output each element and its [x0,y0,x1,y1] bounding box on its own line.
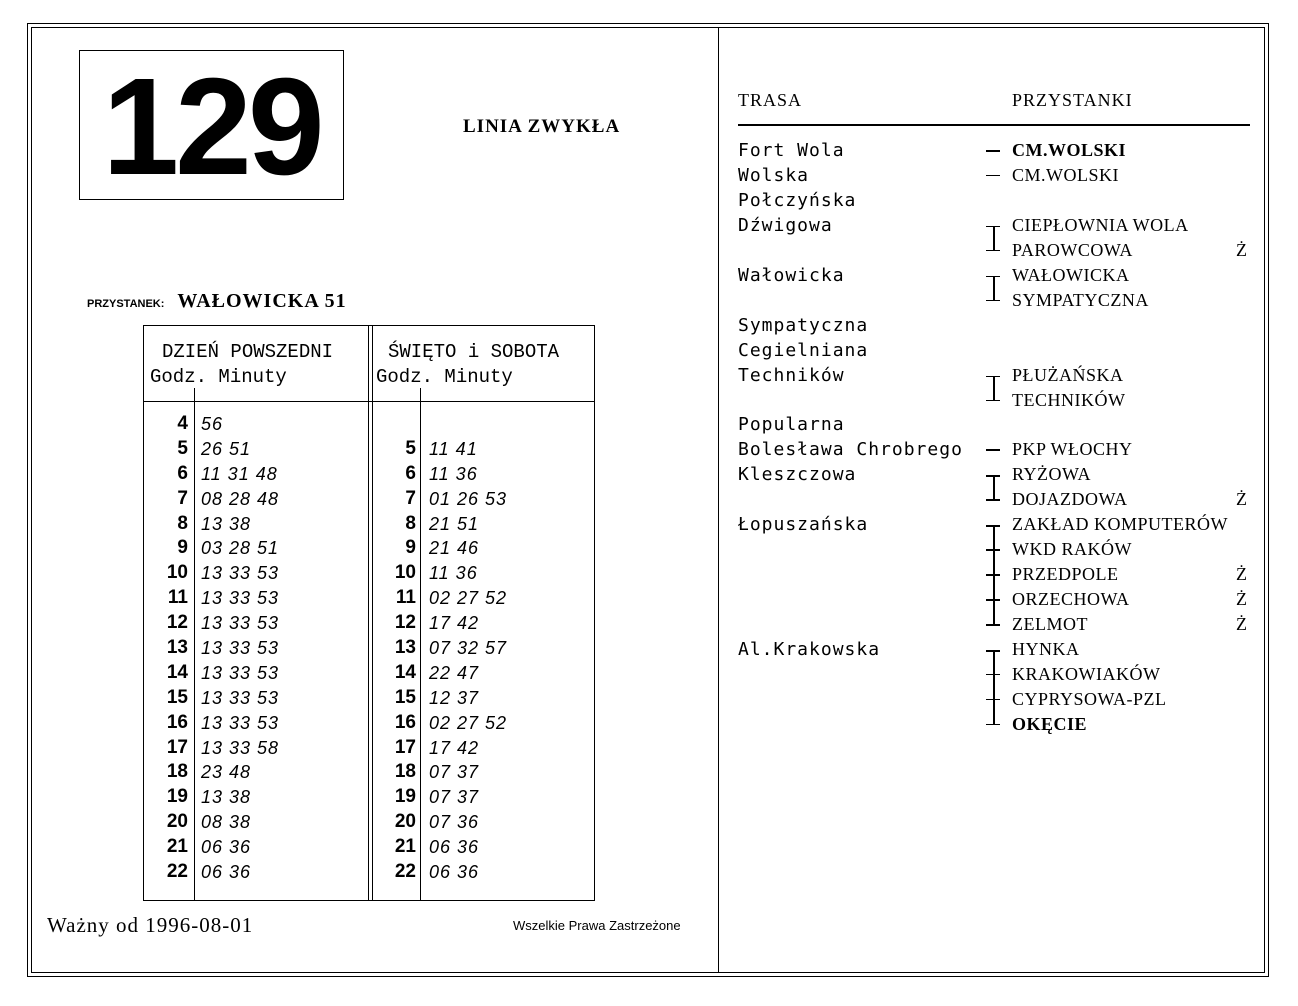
route-line [738,587,1258,612]
hour: 10 [166,562,188,584]
minutes: 26 51 [201,438,252,459]
hour: 13 [394,637,416,659]
route-connector [984,288,1004,313]
bus-stop-name: DOJAZDOWA [1012,489,1128,510]
route-connector [984,512,1004,537]
weekday-row [144,760,368,785]
route-connector [984,487,1004,512]
minutes: 17 42 [429,613,480,634]
route-connector [984,263,1004,288]
hour: 20 [166,811,188,833]
on-demand-flag: Ż [1236,614,1247,635]
weekday-row [144,462,368,487]
hour: 19 [394,786,416,808]
route-line [738,263,1258,288]
hour: 5 [177,437,188,459]
route-line [738,462,1258,487]
route-connector [984,637,1004,662]
on-demand-flag: Ż [1236,564,1247,585]
hour: 14 [394,661,416,683]
minutes: 02 27 52 [429,588,508,609]
route-connector [984,612,1004,637]
minutes: 13 33 53 [201,613,280,634]
minutes: 11 36 [429,563,478,584]
stop-label: PRZYSTANEK: [87,298,165,310]
street-name: Połczyńska [738,189,857,211]
minutes: 07 37 [429,787,480,808]
minutes: 13 38 [201,787,252,808]
bus-stop-name: CIEPŁOWNIA WOLA [1012,214,1189,235]
stop-name: WAŁOWICKA 51 [177,290,347,312]
hour: 6 [177,462,188,484]
hour: 16 [166,711,188,733]
on-demand-flag: Ż [1236,589,1247,610]
weekday-row [144,636,368,661]
hour: 19 [166,786,188,808]
route-connector [984,712,1004,737]
bus-stop-name: CYPRYSOWA-PZL [1012,688,1167,709]
weekday-row [144,487,368,512]
timetable [143,325,595,901]
hour: 22 [166,861,188,883]
minutes: 08 38 [201,812,252,833]
bus-stop-name: WKD RAKÓW [1012,539,1132,560]
route-connector [984,437,1004,462]
route-line [738,662,1258,687]
route-line [738,487,1258,512]
street-name: Kleszczowa [738,464,857,486]
weekday-row [144,661,368,686]
route-header-rule [738,124,1250,126]
route-connector [984,138,1004,163]
hour: 16 [394,711,416,733]
minutes: 22 47 [429,662,480,683]
bus-stop-name: ORZECHOWA [1012,589,1130,610]
minutes: 11 41 [429,438,478,459]
route-line [738,687,1258,712]
on-demand-flag: Ż [1236,489,1247,510]
holiday-row [372,487,596,512]
minutes: 13 33 53 [201,712,280,733]
street-name: Dźwigowa [738,214,833,236]
minutes: 23 48 [201,762,252,783]
route-connector [984,238,1004,263]
route-line [738,188,1258,213]
minutes: 03 28 51 [201,538,280,559]
street-name: Techników [738,364,845,386]
bus-stop-name: KRAKOWIAKÓW [1012,663,1161,684]
minutes: 11 36 [429,463,478,484]
weekday-row [144,536,368,561]
minutes: 21 51 [429,513,480,534]
holiday-row [372,412,596,437]
center-divider [718,27,719,973]
holiday-row [372,437,596,462]
minutes: 06 36 [201,862,252,883]
hour: 8 [177,512,188,534]
route-line [738,163,1258,188]
weekday-row [144,736,368,761]
minutes: 11 31 48 [201,463,278,484]
hour: 15 [394,686,416,708]
bus-stop-name: PKP WŁOCHY [1012,439,1133,460]
route-connector [984,587,1004,612]
stop-row [87,290,347,313]
on-demand-flag: Ż [1236,239,1247,260]
hour: 12 [166,612,188,634]
route-line [738,388,1258,413]
street-name: Wałowicka [738,264,845,286]
minutes: 07 36 [429,812,480,833]
minutes: 13 33 53 [201,563,280,584]
weekday-row [144,711,368,736]
route-connector [984,363,1004,388]
weekday-row [144,611,368,636]
holiday-row [372,736,596,761]
bus-stop-name: HYNKA [1012,639,1080,659]
minutes: 08 28 48 [201,488,280,509]
holiday-row [372,760,596,785]
minutes: 56 [201,414,224,434]
route-line [738,313,1258,338]
minutes: 13 38 [201,513,252,534]
weekday-row [144,437,368,462]
holiday-row [372,536,596,561]
hour: 13 [166,637,188,659]
street-name: Wolska [738,164,810,186]
route-connector [984,213,1004,238]
street-name: Cegielniana [738,339,869,361]
street-name: Sympatyczna [738,314,869,336]
route-line [738,412,1258,437]
holiday-subtitle: Godz. Minuty [376,366,513,388]
minutes: 07 37 [429,762,480,783]
route-line [738,338,1258,363]
street-name: Łopuszańska [738,514,869,536]
weekday-row [144,860,368,885]
timetable-center-rule [368,326,369,900]
minutes: 21 46 [429,538,480,559]
street-name: Popularna [738,414,845,436]
line-number-box [79,50,344,204]
minutes: 13 33 58 [201,737,280,758]
holiday-row [372,611,596,636]
bus-stop-name: PAROWCOWA [1012,239,1133,260]
street-name: Al.Krakowska [738,639,881,660]
minutes: 17 42 [429,737,480,758]
minutes: 13 33 53 [201,662,280,683]
weekday-rows [144,412,368,885]
route-line [738,238,1258,263]
route-header-trasa: TRASA [738,90,803,110]
holiday-rows [372,412,596,885]
holiday-row [372,636,596,661]
hour: 8 [405,512,416,534]
route-connector [984,662,1004,687]
holiday-row [372,462,596,487]
hour: 18 [394,761,416,783]
hour: 11 [395,587,416,609]
hour: 10 [394,562,416,584]
weekday-row [144,561,368,586]
route-line [738,363,1258,388]
holiday-row [372,810,596,835]
weekday-row [144,835,368,860]
hour: 21 [166,836,188,858]
holiday-row [372,661,596,686]
hour: 9 [177,537,188,559]
route-line [738,712,1258,737]
hour: 9 [405,537,416,559]
bus-stop-name: RYŻOWA [1012,464,1091,485]
hour: 20 [394,811,416,833]
weekday-row [144,512,368,537]
holiday-row [372,835,596,860]
route-line [738,612,1258,637]
hour: 15 [166,686,188,708]
holiday-row [372,512,596,537]
holiday-row [372,561,596,586]
route-connector [984,462,1004,487]
weekday-row [144,785,368,810]
minutes: 13 33 53 [201,638,280,659]
route-connector [984,687,1004,712]
hour: 17 [394,736,416,758]
hour: 14 [166,661,188,683]
minutes: 13 33 53 [201,588,280,609]
bus-stop-name: OKĘCIE [1012,713,1088,734]
holiday-title: ŚWIĘTO i SOBOTA [388,341,560,363]
hour: 5 [405,437,416,459]
hour: 4 [177,413,188,434]
route-connector [984,537,1004,562]
route-line [738,537,1258,562]
weekday-subtitle: Godz. Minuty [150,366,287,388]
route-line [738,637,1258,662]
route-line [738,213,1258,238]
minutes: 06 36 [429,837,480,858]
hour: 21 [394,836,416,858]
weekday-title: DZIEŃ POWSZEDNI [162,341,334,363]
hour: 18 [166,761,188,783]
hour: 6 [405,462,416,484]
holiday-row [372,860,596,885]
timetable-header-rule [144,401,594,402]
route-header-stops: PRZYSTANKI [1012,90,1133,110]
valid-from: Ważny od 1996-08-01 [47,913,254,937]
bus-stop-name: PRZEDPOLE [1012,564,1119,585]
bus-stop-name: WAŁOWICKA [1012,264,1130,285]
bus-stop-name: TECHNIKÓW [1012,389,1126,410]
minutes: 12 37 [429,687,480,708]
holiday-row [372,785,596,810]
line-number: 129 [102,50,321,204]
hour: 7 [177,487,188,509]
hour: 11 [167,587,188,609]
holiday-row [372,711,596,736]
route-line [738,512,1258,537]
bus-stop-name: SYMPATYCZNA [1012,289,1149,310]
line-type: LINIA ZWYKŁA [463,116,621,137]
weekday-row [144,810,368,835]
minutes: 02 27 52 [429,712,508,733]
weekday-row [144,686,368,711]
weekday-row [144,412,368,437]
route-connector [984,388,1004,413]
bus-stop-name: CM.WOLSKI [1012,164,1119,185]
hour: 22 [394,861,416,883]
bus-stop-name: ZELMOT [1012,614,1088,635]
hour: 17 [166,736,188,758]
minutes: 01 26 53 [429,488,508,509]
route-line [738,288,1258,313]
minutes: 07 32 57 [429,638,508,659]
hour: 7 [405,487,416,509]
street-name: Fort Wola [738,140,845,161]
route-line [738,138,1258,163]
route-line [738,437,1258,462]
route-line [738,562,1258,587]
street-name: Bolesława Chrobrego [738,439,963,461]
route-connector [984,163,1004,188]
copyright-notice: Wszelkie Prawa Zastrzeżone [513,918,681,933]
holiday-row [372,586,596,611]
minutes: 06 36 [429,862,480,883]
minutes: 13 33 53 [201,687,280,708]
minutes: 06 36 [201,837,252,858]
route-connector [984,562,1004,587]
bus-stop-name: ZAKŁAD KOMPUTERÓW [1012,514,1228,535]
hour: 12 [394,612,416,634]
bus-stop-name: PŁUŻAŃSKA [1012,364,1124,385]
bus-stop-name: CM.WOLSKI [1012,140,1127,160]
weekday-row [144,586,368,611]
holiday-row [372,686,596,711]
